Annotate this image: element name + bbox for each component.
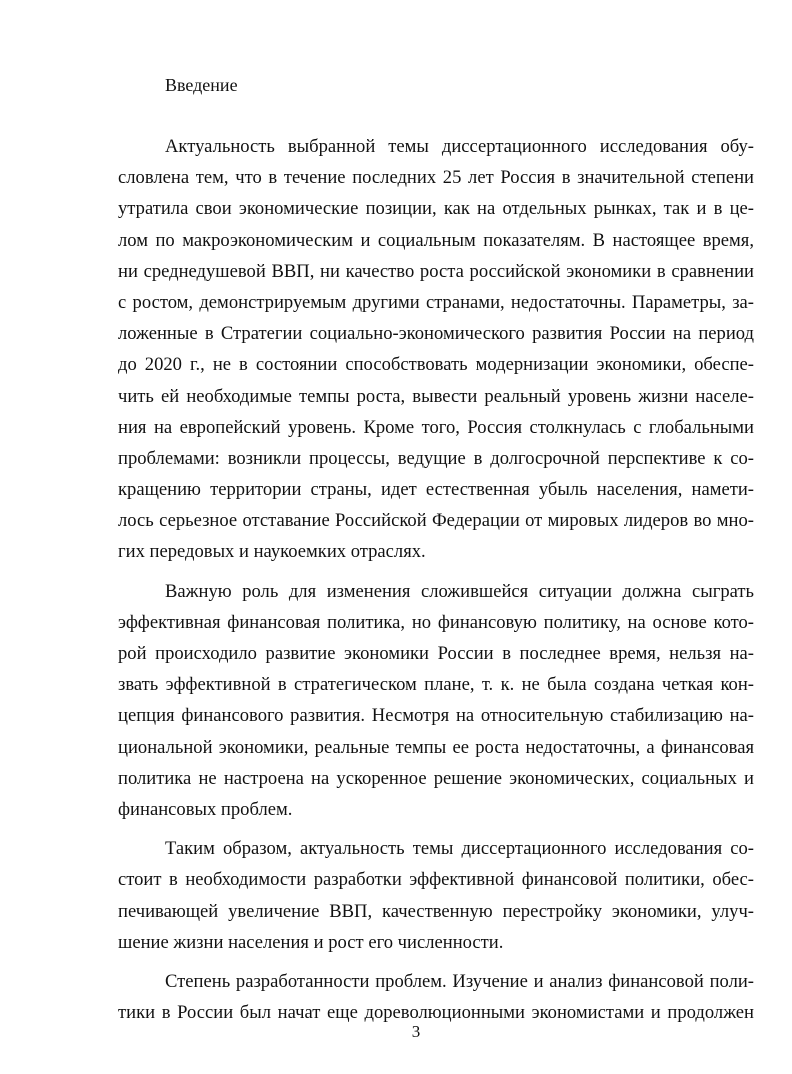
section-heading: Введение (165, 75, 238, 95)
text-line: рой происходило развитие экономики России в последнее время, нельзя на- (118, 643, 754, 664)
text-line: стоит в необходимости разработки эффективной финансовой политики, обес- (118, 869, 754, 891)
paragraph-2 (118, 580, 754, 830)
text-line: проблемами: возникли процессы, ведущие в долгосрочной перспективе к со- (118, 447, 754, 469)
text-line: звать эффективной в стратегическом плане, т. к. не была создана четкая кон- (118, 674, 754, 696)
text-line: словлена тем, что в течение последних 25 лет Россия в значительной степени (118, 167, 754, 189)
text-line: Актуальность выбранной темы диссертационного исследования обу- (165, 136, 754, 157)
text-line: тики в России был начат еще дореволюционными экономистами и продолжен (118, 1002, 754, 1024)
page-number: 3 (411, 1022, 421, 1041)
text-line: циональной экономики, реальные темпы ее роста недостаточны, а финансовая (118, 736, 754, 758)
text-line: ложенные в Стратегии социально-экономического развития России на период (118, 323, 754, 345)
text-line: гих передовых и наукоемких отраслях. (118, 541, 426, 563)
text-line: Таким образом, актуальность темы диссертационного исследования со- (165, 838, 754, 860)
text-line: ни среднедушевой ВВП, ни качество роста российской экономики в сравнении (118, 260, 754, 282)
paragraph-gap (118, 829, 754, 837)
text-line: чить ей необходимые темпы роста, вывести реальный уровень жизни населе- (118, 385, 754, 407)
text-line: эффективная финансовая политика, но финансовую политику, на основе кото- (118, 611, 754, 633)
paragraph-1 (118, 135, 754, 572)
text-line: цепция финансового развития. Несмотря на относительную стабилизацию на- (118, 705, 754, 727)
text-line: с ростом, демонстрируемым другими странами, недостаточны. Параметры, за- (118, 291, 754, 313)
text-line: кращению территории страны, идет естественная убыль населения, намети- (118, 479, 754, 501)
text-line: до 2020 г., не в состоянии способствовать модернизации экономики, обеспе- (118, 354, 754, 376)
paragraph-gap (118, 962, 754, 970)
text-line: политика не настроена на ускоренное решение экономических, социальных и (118, 767, 754, 789)
paragraph-3 (118, 837, 754, 962)
text-line: финансовых проблем. (118, 798, 293, 820)
text-line: Важную роль для изменения сложившейся ситуации должна сыграть (165, 580, 754, 602)
text-line: утратила свои экономические позиции, как на отдельных рынках, так и в це- (118, 198, 754, 220)
text-line: печивающей увеличение ВВП, качественную перестройку экономики, улуч- (118, 900, 754, 922)
paragraph-gap (118, 572, 754, 580)
text-line: ния на европейский уровень. Кроме того, Россия столкнулась с глобальными (118, 416, 754, 438)
body-text (118, 135, 754, 1032)
text-line: лось серьезное отставание Российской Федерации от мировых лидеров во мно- (118, 510, 754, 532)
text-line: лом по макроэкономическим и социальным показателям. В настоящее время, (118, 229, 754, 251)
text-line: шение жизни населения и рост его численности. (118, 931, 504, 953)
text-line: Степень разработанности проблем. Изучение и анализ финансовой поли- (165, 970, 754, 992)
